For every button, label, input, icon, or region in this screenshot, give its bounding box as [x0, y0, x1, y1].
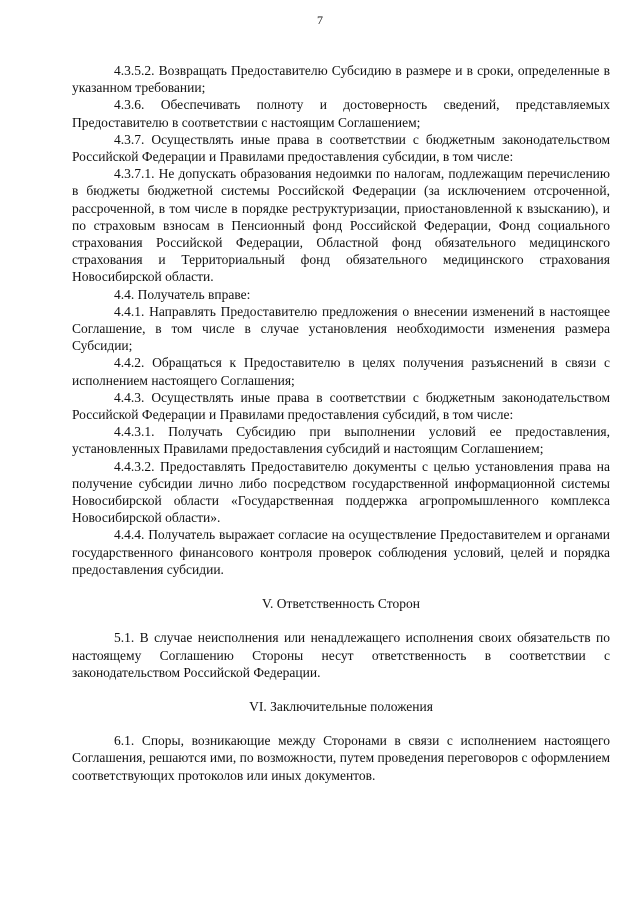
- paragraph-4-3-5-2: 4.3.5.2. Возвращать Предоставителю Субсидию в размере и в сроки, определенные в указанном требовании;: [72, 63, 610, 96]
- paragraph-4-4-2: 4.4.2. Обращаться к Предоставителю в целях получения разъяснений в связи с исполнением настоящего Соглашения;: [72, 355, 610, 388]
- section-6-heading: VI. Заключительные положения: [249, 698, 433, 714]
- paragraph-4-4: 4.4. Получатель вправе:: [114, 286, 251, 302]
- paragraph-4-3-7: 4.3.7. Осуществлять иные права в соответствии с бюджетным законодательством Российской Федерации и Правилами предоставления субсидии, в том числе:: [72, 131, 610, 165]
- paragraph-4-3-7-1: 4.3.7.1. Не допускать образования недоимки по налогам, подлежащим перечислению в бюджеты бюджетной системы Российской Федерации (за исключением отсроченной, рассроченной, в том числе в порядке реструктуризации, приостановленной к взысканию), и по страховым взносам в Пенсионный фонд Российской Федерации, Фонд социального страхования Российской Федерации, Областной фонд обязательного медицинского страхования и Территориальный фонд обязательного медицинского страхования Новосибирской области.: [72, 166, 610, 285]
- paragraph-4-4-1: 4.4.1. Направлять Предоставителю предложения о внесении изменений в настоящее Соглашение, в том числе в случае установления необходимости изменения размера Субсидии;: [72, 303, 610, 354]
- paragraph-4-4-3: 4.4.3. Осуществлять иные права в соответствии с бюджетным законодательством Российской Федерации и Правилами предоставления субсидий, в том числе:: [72, 389, 610, 423]
- paragraph-4-4-3-1: 4.4.3.1. Получать Субсидию при выполнении условий ее предоставления, установленных Правилами предоставления субсидий и настоящим Соглашением;: [72, 424, 610, 457]
- paragraph-6-1: 6.1. Споры, возникающие между Сторонами в связи с исполнением настоящего Соглашения, решаются ими, по возможности, путем проведения переговоров с оформлением соответствующих протоколов или иных документов.: [72, 733, 610, 783]
- paragraph-5-1: 5.1. В случае неисполнения или ненадлежащего исполнения своих обязательств по настоящему Соглашению Стороны несут ответственность в соответствии с законодательством Российской Федерации.: [72, 630, 610, 680]
- paragraph-4-3-6: 4.3.6. Обеспечивать полноту и достоверность сведений, представляемых Предоставителю в соответствии с настоящим Соглашением;: [72, 97, 610, 130]
- document-body: [72, 62, 610, 784]
- paragraph-4-4-4: 4.4.4. Получатель выражает согласие на осуществление Предоставителем и органами государственного финансового контроля проверок соблюдения условий, целей и порядка предоставления субсидии.: [72, 527, 610, 577]
- paragraph-4-4-3-2: 4.4.3.2. Предоставлять Предоставителю документы с целью установления права на получение субсидии лично либо посредством государственной информационной системы Новосибирской области «Государственная поддержка агропромышленного комплекса Новосибирской области».: [72, 458, 610, 526]
- section-5-heading: V. Ответственность Сторон: [262, 596, 420, 612]
- page-number: 7: [317, 13, 323, 27]
